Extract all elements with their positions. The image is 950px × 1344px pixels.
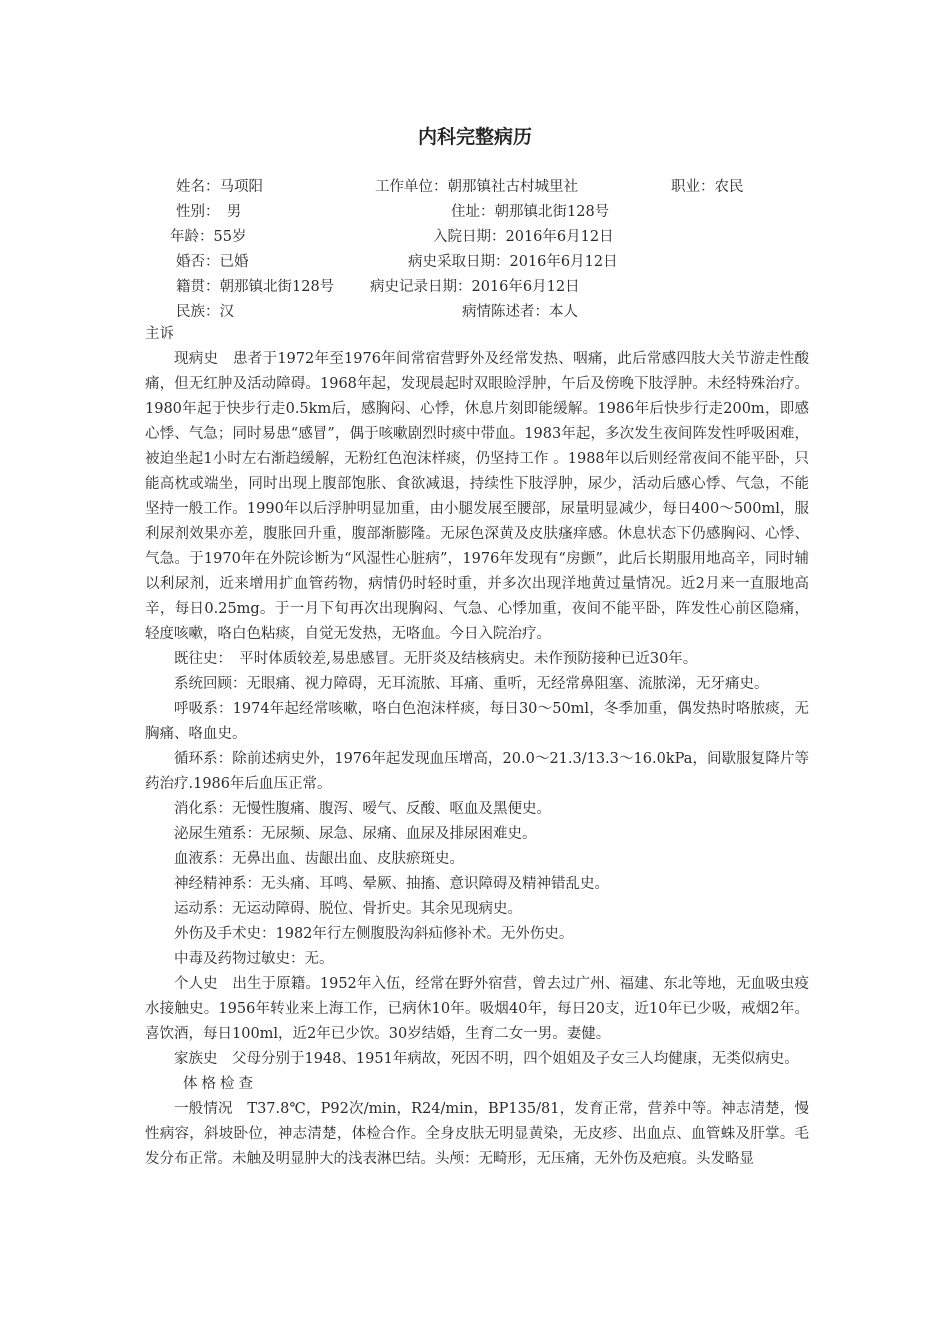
- family-history-paragraph: 家族史 父母分别于1948、1951年病故，死因不明，四个姐姐及子女三人均健康，无类似病史。: [174, 1051, 799, 1067]
- name-field: 姓名：马项阳: [176, 179, 263, 195]
- admission-date-field: 入院日期：2016年6月12日: [433, 229, 614, 245]
- record-body: [145, 322, 809, 1172]
- neuro-paragraph: 神经精神系：无头痛、耳鸣、晕厥、抽搐、意识障碍及精神错乱史。: [174, 876, 609, 892]
- motor-paragraph: 运动系：无运动障碍、脱位、骨折史。其余见现病史。: [174, 901, 522, 917]
- system-review-paragraph: 系统回顾：无眼痛、视力障碍，无耳流脓、耳痛、重听，无经常鼻阻塞、流脓涕，无牙痛史。: [174, 676, 769, 692]
- past-history-paragraph: 既往史： 平时体质较差,易患感冒。无肝炎及结核病史。未作预防接种已近30年。: [174, 651, 698, 667]
- ethnicity-field: 民族：汉: [176, 304, 234, 320]
- physical-exam-heading: 体格检查: [183, 1076, 257, 1092]
- blood-paragraph: 血液系：无鼻出血、齿龈出血、皮肤瘀斑史。: [174, 851, 464, 867]
- occupation-field: 职业：农民: [671, 179, 744, 195]
- sex-field: 性别： 男: [176, 204, 242, 220]
- circulatory-paragraph: 循环系：除前述病史外，1976年起发现血压增高，20.0～21.3/13.3～16.0kPa，间歇服复降片等药治疗.1986年后血压正常。: [145, 751, 809, 792]
- age-field: 年龄：55岁: [170, 229, 247, 245]
- allergy-paragraph: 中毒及药物过敏史：无。: [174, 951, 334, 967]
- document-title: 内科完整病历: [417, 126, 532, 148]
- record-date-field: 病史记录日期：2016年6月12日: [370, 279, 580, 295]
- urogenital-paragraph: 泌尿生殖系：无尿频、尿急、尿痛、血尿及排尿困难史。: [174, 826, 537, 842]
- narrator-field: 病情陈述者：本人: [462, 304, 578, 320]
- chief-complaint-heading: 主诉: [145, 326, 174, 342]
- marital-field: 婚否：已婚: [176, 254, 249, 270]
- native-place-field: 籍贯：朝那镇北街128号: [176, 279, 335, 295]
- present-illness-paragraph: 现病史 患者于1972年至1976年间常宿营野外及经常发热、咽痛，此后常感四肢大关节游走性酸痛，但无红肿及活动障碍。1968年起，发现晨起时双眼睑浮肿，午后及傍晚下肢浮肿。未经特殊治疗。1980年起于快步行走0.5km后，感胸闷、心悸，休息片刻即能缓解。1986年后快步行走200m，即感心悸、气急；同时易患“感冒”，偶于咳嗽剧烈时痰中带血。1983年起，多次发生夜间阵发性呼吸困难，被迫坐起1小时左右渐趋缓解，无粉红色泡沫样痰，仍坚持工作 。1988年以后则经常夜间不能平卧，只能高枕或端坐，同时出现上腹部饱胀、食欲减退，持续性下肢浮肿，尿少，活动后感心悸、气急，不能坚持一般工作。1990年以后浮肿明显加重，由小腿发展至腰部，尿量明显减少，每日400～500ml，服利尿剂效果亦差，腹胀回升重，腹部渐膨隆。无尿色深黄及皮肤瘙痒感。休息状态下仍感胸闷、心悸、气急。于1970年在外院诊断为“风湿性心脏病”，1976年发现有“房颤”，此后长期服用地高辛，同时辅以利尿剂，近来增用扩血管药物，病情仍时轻时重，并多次出现洋地黄过量情况。近2月来一直服地高辛，每日0.25mg。于一月下旬再次出现胸闷、气急、心悸加重，夜间不能平卧，阵发性心前区隐痛，轻度咳嗽，咯白色粘痰，自觉无发热，无咯血。今日入院治疗。: [145, 351, 809, 642]
- general-condition-paragraph: 一般情况 T37.8℃，P92次/min，R24/min，BP135/81，发育正常，营养中等。神志清楚，慢性病容，斜坡卧位，神志清楚，体检合作。全身皮肤无明显黄染，无皮疹、出血点、血管蛛及肝掌。毛发分布正常。未触及明显肿大的浅表淋巴结。头颅：无畸形，无压痛，无外伤及疤痕。头发略显: [145, 1101, 809, 1167]
- digestive-paragraph: 消化系：无慢性腹痛、腹泻、嗳气、反酸、呕血及黑便史。: [174, 801, 551, 817]
- respiratory-paragraph: 呼吸系：1974年起经常咳嗽，咯白色泡沫样痰，每日30～50ml，冬季加重，偶发热时咯脓痰，无胸痛、咯血史。: [145, 701, 809, 742]
- address-field: 住址：朝那镇北街128号: [451, 204, 610, 220]
- personal-history-paragraph: 个人史 出生于原籍。1952年入伍，经常在野外宿营，曾去过广州、福建、东北等地，无血吸虫疫水接触史。1956年转业来上海工作，已病休10年。吸烟40年，每日20支，近10年已少吸，戒烟2年。喜饮酒，每日100ml，近2年已少饮。30岁结婚，生育二女一男。妻健。: [145, 976, 809, 1042]
- history-date-field: 病史采取日期：2016年6月12日: [408, 254, 618, 270]
- trauma-paragraph: 外伤及手术史：1982年行左侧腹股沟斜疝修补术。无外伤史。: [174, 926, 574, 942]
- work-unit-field: 工作单位：朝那镇社古村城里社: [375, 179, 578, 195]
